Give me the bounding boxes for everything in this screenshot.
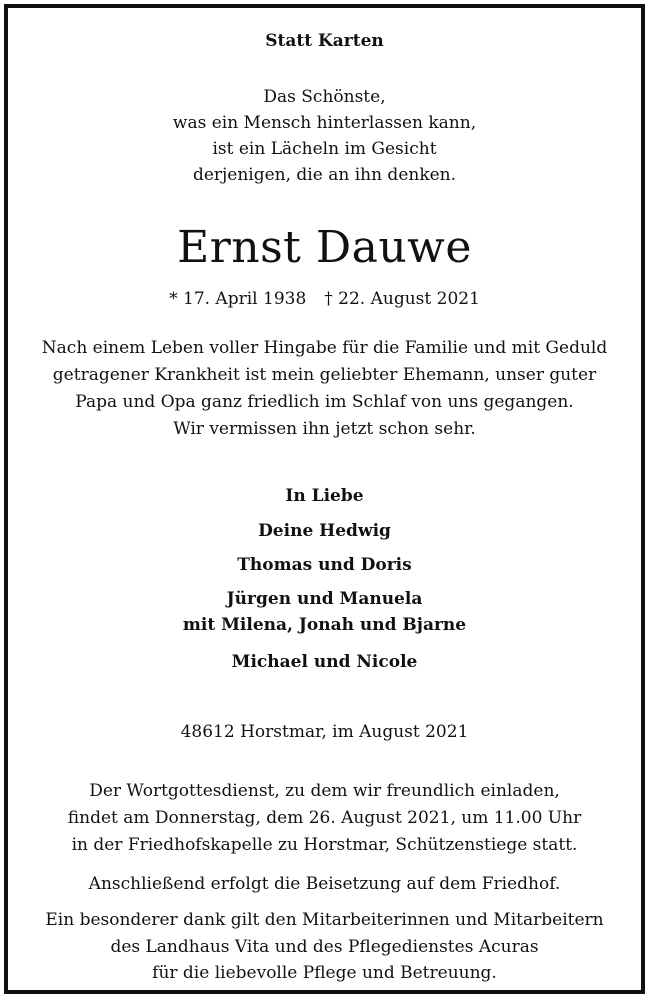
signature-thomas-doris: Thomas und Doris xyxy=(237,555,412,575)
signature-hedwig: Deine Hedwig xyxy=(258,521,391,541)
signature-in-liebe: In Liebe xyxy=(285,486,364,506)
service-line-2: findet am Donnerstag, dem 26. August 2021, um 11.00 Uhr xyxy=(67,808,582,828)
place-date: 48612 Horstmar, im August 2021 xyxy=(180,722,469,742)
deceased-name: Ernst Dauwe xyxy=(177,222,472,273)
obituary-card xyxy=(4,4,645,994)
signature-children: mit Milena, Jonah und Bjarne xyxy=(182,615,467,635)
signature-juergen-manuela: Jürgen und Manuela xyxy=(226,589,423,609)
poem-line-3: ist ein Lächeln im Gesicht xyxy=(212,139,437,159)
header-statt-karten: Statt Karten xyxy=(265,31,384,51)
body-line-1: Nach einem Leben voller Hingabe für die Familie und mit Geduld xyxy=(41,338,608,358)
burial-note: Anschließend erfolgt die Beisetzung auf dem Friedhof. xyxy=(88,874,561,894)
birth-date: * 17. April 1938 xyxy=(169,289,307,309)
thanks-line-2: des Landhaus Vita und des Pflegedienstes Acuras xyxy=(110,937,539,957)
body-line-2: getragener Krankheit ist mein geliebter Ehemann, unser guter xyxy=(52,365,597,385)
thanks-line-1: Ein besonderer dank gilt den Mitarbeiterinnen und Mitarbeitern xyxy=(45,910,604,930)
poem-line-4: derjenigen, die an ihn denken. xyxy=(192,165,457,185)
poem-line-2: was ein Mensch hinterlassen kann, xyxy=(172,113,477,133)
life-dates xyxy=(8,291,641,308)
service-line-1: Der Wortgottesdienst, zu dem wir freundlich einladen, xyxy=(89,781,560,801)
signature-michael-nicole: Michael und Nicole xyxy=(231,652,418,672)
body-line-4: Wir vermissen ihn jetzt schon sehr. xyxy=(173,419,476,439)
service-line-3: in der Friedhofskapelle zu Horstmar, Schützenstiege statt. xyxy=(71,835,578,855)
poem-line-1: Das Schönste, xyxy=(263,87,386,107)
death-date: † 22. August 2021 xyxy=(324,289,480,309)
body-line-3: Papa und Opa ganz friedlich im Schlaf von uns gegangen. xyxy=(75,392,574,412)
thanks-line-3: für die liebevolle Pflege und Betreuung. xyxy=(152,963,497,983)
